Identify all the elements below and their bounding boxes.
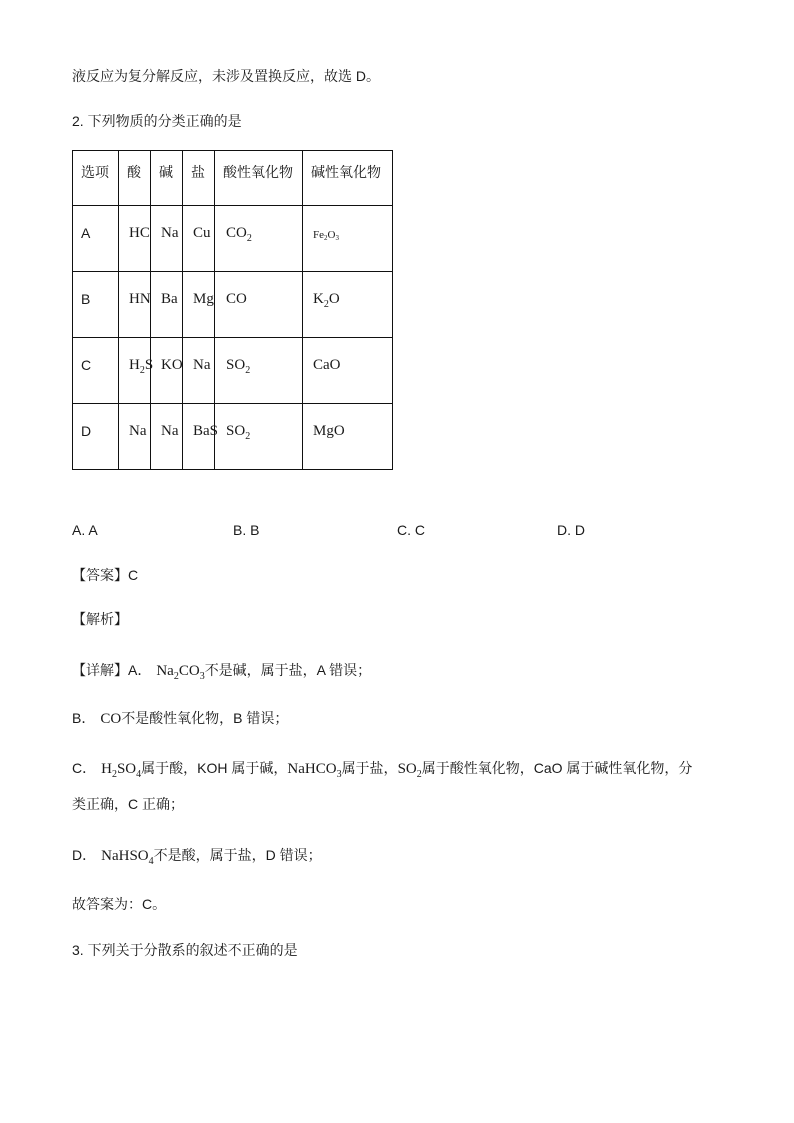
formula-part: SO — [397, 761, 417, 777]
formula-co — [226, 291, 247, 307]
formula-part: SO — [226, 422, 246, 439]
explanation-line-a — [72, 660, 371, 680]
formula-part: SO — [226, 356, 246, 373]
formula-subscript: 2 — [416, 769, 422, 780]
question-text: 下列物质的分类正确的是 — [87, 113, 242, 129]
base-text: KO — [161, 356, 183, 373]
formula-fe2o3 — [313, 229, 339, 241]
formula-part: CO — [100, 711, 122, 727]
answer-value: C — [128, 567, 139, 583]
acid-text: HN — [129, 290, 151, 307]
base-cell — [151, 338, 183, 404]
formula-part: NaHCO — [287, 761, 337, 777]
formula-subscript: 2 — [246, 232, 252, 244]
formula-part: CO — [226, 290, 247, 307]
formula-na2co3 — [156, 663, 205, 682]
formula-subscript: 3 — [199, 671, 205, 682]
header-option: 选项 — [73, 151, 119, 206]
table-row-d — [73, 404, 393, 470]
formula-so2 — [226, 422, 251, 442]
question-2-stem — [72, 111, 242, 131]
acid-text: Na — [129, 422, 147, 439]
salt-cell — [183, 338, 215, 404]
explanation-line-b — [72, 708, 288, 728]
explanation-prefix: B． — [72, 710, 96, 726]
question-3-stem — [72, 940, 298, 960]
explanation-text: 属于酸性氧化物，CaO 属于碱性氧化物，分 — [421, 760, 693, 776]
formula-subscript: 2 — [111, 769, 117, 780]
table-row-b — [73, 272, 393, 338]
formula-part: CO — [178, 663, 200, 679]
acid-cell — [119, 206, 151, 272]
formula-part: O — [328, 290, 340, 307]
option-cell: A — [73, 206, 119, 272]
formula-h2s — [129, 356, 154, 376]
acidic-oxide-cell — [215, 404, 303, 470]
salt-cell — [183, 206, 215, 272]
acidic-oxide-cell — [215, 206, 303, 272]
basic-oxide-cell — [303, 338, 393, 404]
formula-cao: CaO — [313, 356, 341, 373]
base-cell — [151, 206, 183, 272]
answer-line — [72, 565, 138, 585]
salt-text: Na — [193, 356, 211, 373]
basic-oxide-cell — [303, 404, 393, 470]
formula-nahco3 — [287, 761, 342, 780]
choice-b: B. B — [233, 522, 260, 538]
explanation-text: 不是酸性氧化物，B 错误； — [121, 710, 289, 726]
salt-cell — [183, 272, 215, 338]
salt-text: Cu — [193, 224, 211, 241]
header-basic-oxide: 碱性氧化物 — [303, 151, 393, 206]
formula-part: Fe — [313, 228, 324, 241]
formula-subscript: 3 — [335, 233, 339, 242]
formula-subscript: 2 — [323, 298, 329, 310]
formula-part: CO — [226, 224, 247, 241]
header-acidic-oxide: 酸性氧化物 — [215, 151, 303, 206]
table-row-c — [73, 338, 393, 404]
explanation-prefix: C． — [72, 760, 97, 776]
explanation-line-c — [72, 758, 692, 778]
formula-subscript: 2 — [245, 364, 251, 376]
option-cell: B — [73, 272, 119, 338]
explanation-text: 属于盐， — [341, 760, 398, 776]
salt-text: BaS — [193, 422, 219, 439]
formula-subscript: 4 — [148, 856, 154, 867]
question-number: 2. — [72, 113, 84, 129]
acid-cell — [119, 338, 154, 404]
question-text: 下列关于分散系的叙述不正确的是 — [87, 942, 298, 958]
formula-part: H — [101, 761, 112, 777]
explanation-line-c-continued: 类正确，C 正确； — [72, 796, 184, 812]
analysis-label: 【解析】 — [72, 611, 128, 627]
formula-subscript: 4 — [136, 769, 142, 780]
salt-text: Mg — [193, 290, 214, 307]
base-text: Na — [161, 422, 179, 439]
acidic-oxide-cell — [215, 338, 303, 404]
formula-subscript: 2 — [245, 430, 251, 442]
formula-so2 — [397, 761, 422, 780]
conclusion-line: 故答案为：C。 — [72, 896, 167, 912]
acid-cell — [119, 404, 151, 470]
answer-label: 【答案】 — [72, 567, 128, 583]
explanation-line-d — [72, 845, 322, 865]
header-salt: 盐 — [183, 151, 215, 206]
option-cell: D — [73, 404, 119, 470]
explanation-text: 不是酸，属于盐，D 错误； — [153, 847, 322, 863]
formula-part: Na — [156, 663, 174, 679]
formula-co — [100, 711, 121, 727]
formula-co2 — [226, 224, 252, 244]
formula-subscript: 2 — [139, 364, 145, 376]
formula-k2o — [313, 290, 340, 310]
header-acid: 酸 — [119, 151, 151, 206]
question-number: 3. — [72, 942, 84, 958]
base-cell — [151, 272, 183, 338]
base-cell — [151, 404, 183, 470]
choice-a: A. A — [72, 522, 98, 538]
table-header-row — [73, 151, 393, 206]
explanation-text: 不是碱，属于盐，A 错误； — [204, 662, 372, 678]
acid-cell — [119, 272, 151, 338]
previous-answer-line: 液反应为复分解反应，未涉及置换反应，故选 D。 — [72, 68, 380, 84]
header-base: 碱 — [151, 151, 183, 206]
formula-h2so4 — [101, 761, 142, 780]
formula-part: S — [144, 356, 154, 373]
table-row-a — [73, 206, 393, 272]
formula-part: K — [313, 290, 324, 307]
salt-cell — [183, 404, 219, 470]
formula-part: SO — [116, 761, 137, 777]
formula-so2 — [226, 356, 251, 376]
explanation-prefix: D． — [72, 847, 97, 863]
choice-c: C. C — [397, 522, 425, 538]
basic-oxide-cell — [303, 206, 393, 272]
formula-part: O — [327, 228, 336, 241]
option-cell: C — [73, 338, 119, 404]
explanation-prefix: 【详解】A． — [72, 662, 152, 678]
formula-subscript: 2 — [324, 233, 328, 242]
acid-text: HC — [129, 224, 150, 241]
formula-nahso4 — [101, 848, 154, 867]
basic-oxide-cell — [303, 272, 393, 338]
classification-table — [72, 150, 393, 470]
formula-part: H — [129, 356, 140, 373]
explanation-text: 属于酸，KOH 属于碱， — [141, 760, 288, 776]
base-text: Na — [161, 224, 179, 241]
formula-subscript: 3 — [336, 769, 342, 780]
base-text: Ba — [161, 290, 178, 307]
formula-part: NaHSO — [101, 848, 149, 864]
choice-d: D. D — [557, 522, 585, 538]
formula-subscript: 2 — [173, 671, 179, 682]
acidic-oxide-cell — [215, 272, 303, 338]
formula-mgo: MgO — [313, 422, 345, 439]
